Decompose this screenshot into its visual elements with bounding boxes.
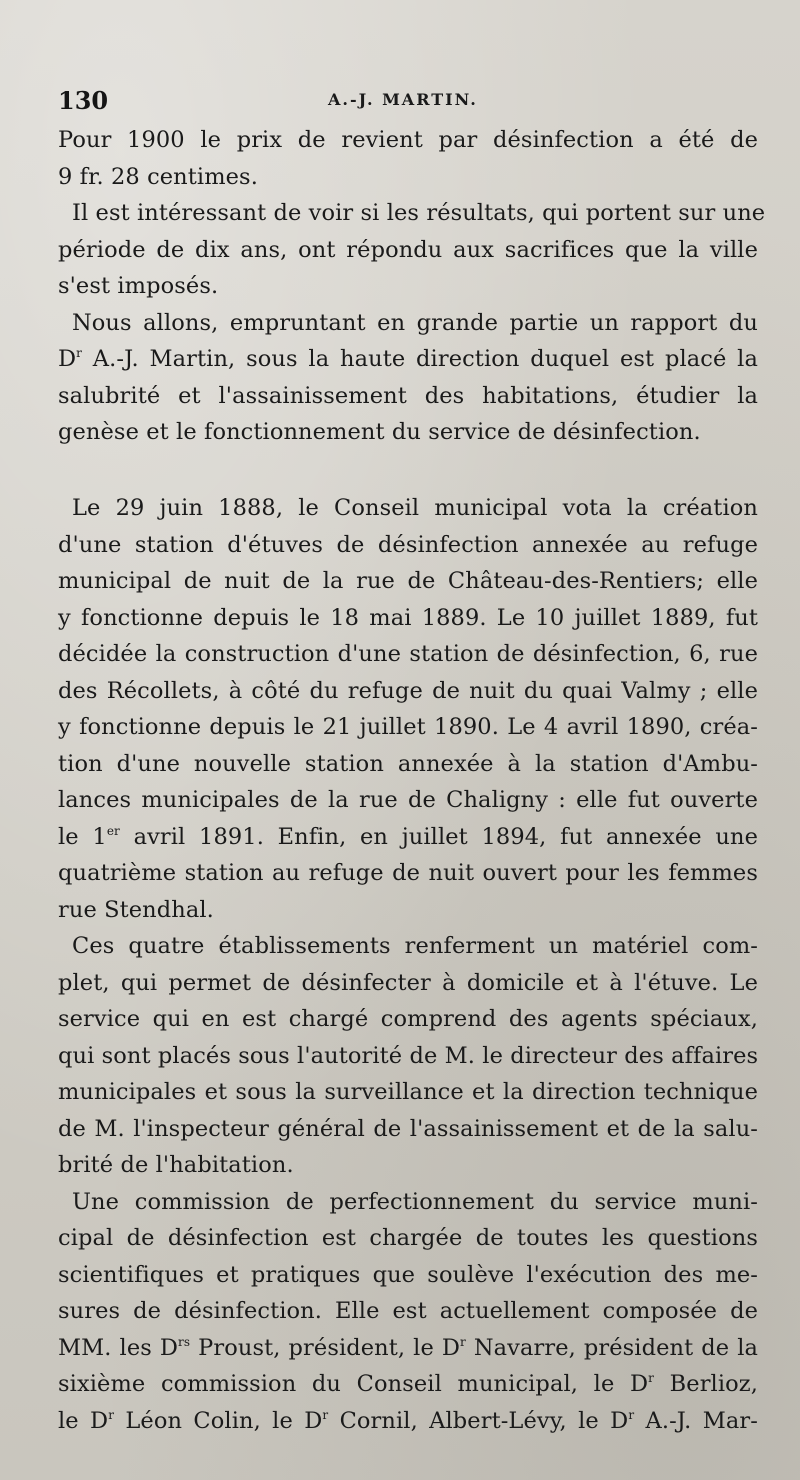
text-fragment: le 1 <box>58 823 107 850</box>
text-line: cipal de désinfection est chargée de toutes les questions <box>58 1225 758 1251</box>
superscript: rs <box>178 1334 191 1349</box>
text-fragment: Léon Colin, le D <box>114 1407 323 1434</box>
paragraph-block-1 <box>58 122 766 451</box>
text-line <box>58 341 758 378</box>
text-line: des Récollets, à côté du refuge de nuit du quai Valmy ; elle <box>58 677 758 704</box>
text-line: 9 fr. 28 centimes. <box>58 163 258 190</box>
superscript: r <box>108 1407 115 1422</box>
superscript: er <box>106 823 120 838</box>
page-header <box>58 86 760 118</box>
text-line: période de dix ans, ont répondu aux sacrifices que la ville <box>58 236 758 263</box>
text-line: Il est intéressant de voir si les résultats, qui portent sur une <box>72 200 766 226</box>
text-fragment: avril 1891. Enfin, en juillet 1894, fut annexée une <box>119 823 758 850</box>
superscript: r <box>628 1407 635 1422</box>
text-line: scientifiques et pratiques que soulève l'exécution des me- <box>58 1261 758 1288</box>
text-line: Ces quatre établissements renferment un matériel com- <box>72 933 758 959</box>
text-line: décidée la construction d'une station de désinfection, 6, rue <box>58 641 758 667</box>
text-line: rue Stendhal. <box>58 896 214 923</box>
text-line: y fonctionne depuis le 21 juillet 1890. Le 4 avril 1890, créa- <box>58 714 758 740</box>
text-line: sures de désinfection. Elle est actuellement composée de <box>58 1298 758 1324</box>
text-fragment: A.-J. Mar- <box>634 1407 758 1434</box>
superscript: r <box>76 346 82 360</box>
superscript: r <box>460 1334 466 1349</box>
text-line: Une commission de perfectionnement du service muni- <box>72 1188 758 1215</box>
text-line <box>58 1403 758 1440</box>
text-fragment: Proust, président, le D <box>190 1334 461 1361</box>
text-line: municipales et sous la surveillance et la direction technique <box>58 1079 758 1105</box>
text-line: Pour 1900 le prix de revient par désinfection a été de <box>58 127 758 153</box>
text-line: municipal de nuit de la rue de Château-des-Rentiers; elle <box>58 568 758 594</box>
text-fragment: le D <box>58 1407 109 1434</box>
text-fragment: MM. les D <box>58 1334 179 1361</box>
text-line: s'est imposés. <box>58 273 219 299</box>
abbrev-dr: D <box>58 346 77 372</box>
paragraph-block-2 <box>58 490 758 1439</box>
text-line: salubrité et l'assainissement des habitations, étudier la <box>58 382 758 409</box>
page-number: 130 <box>58 86 109 115</box>
text-line: genèse et le fonctionnement du service de désinfection. <box>58 419 701 445</box>
text-line <box>58 819 758 856</box>
text-line: tion d'une nouvelle station annexée à la station d'Ambu- <box>58 750 758 777</box>
running-head: A.-J. MARTIN. <box>328 90 478 109</box>
text-fragment: A.-J. Martin, sous la haute direction duquel est placé la <box>92 346 758 372</box>
text-fragment: Berlioz, <box>654 1371 758 1397</box>
text-line: d'une station d'étuves de désinfection annexée au refuge <box>58 531 758 558</box>
text-line: Le 29 juin 1888, le Conseil municipal vota la création <box>72 495 758 521</box>
text-line <box>58 1330 758 1367</box>
text-line: Nous allons, empruntant en grande partie un rapport du <box>72 309 758 336</box>
text-fragment: Navarre, président de la <box>465 1334 758 1361</box>
text-line: y fonctionne depuis le 18 mai 1889. Le 10 juillet 1889, fut <box>58 604 758 631</box>
text-line: lances municipales de la rue de Chaligny : elle fut ouverte <box>58 787 758 813</box>
superscript: r <box>648 1371 654 1385</box>
text-line: plet, qui permet de désinfecter à domicile et à l'étuve. Le <box>58 969 758 996</box>
text-fragment: Cornil, Albert-Lévy, le D <box>328 1407 629 1434</box>
text-line <box>58 1366 758 1403</box>
text-line: qui sont placés sous l'autorité de M. le directeur des affaires <box>58 1042 759 1069</box>
text-fragment: sixième commission du Conseil municipal, le D <box>58 1371 649 1397</box>
text-line: brité de l'habitation. <box>58 1152 294 1178</box>
superscript: r <box>322 1407 329 1422</box>
text-line: quatrième station au refuge de nuit ouvert pour les femmes <box>58 860 758 886</box>
text-line: de M. l'inspecteur général de l'assainissement et de la salu- <box>58 1115 758 1142</box>
text-line: service qui en est chargé comprend des agents spéciaux, <box>58 1006 758 1032</box>
